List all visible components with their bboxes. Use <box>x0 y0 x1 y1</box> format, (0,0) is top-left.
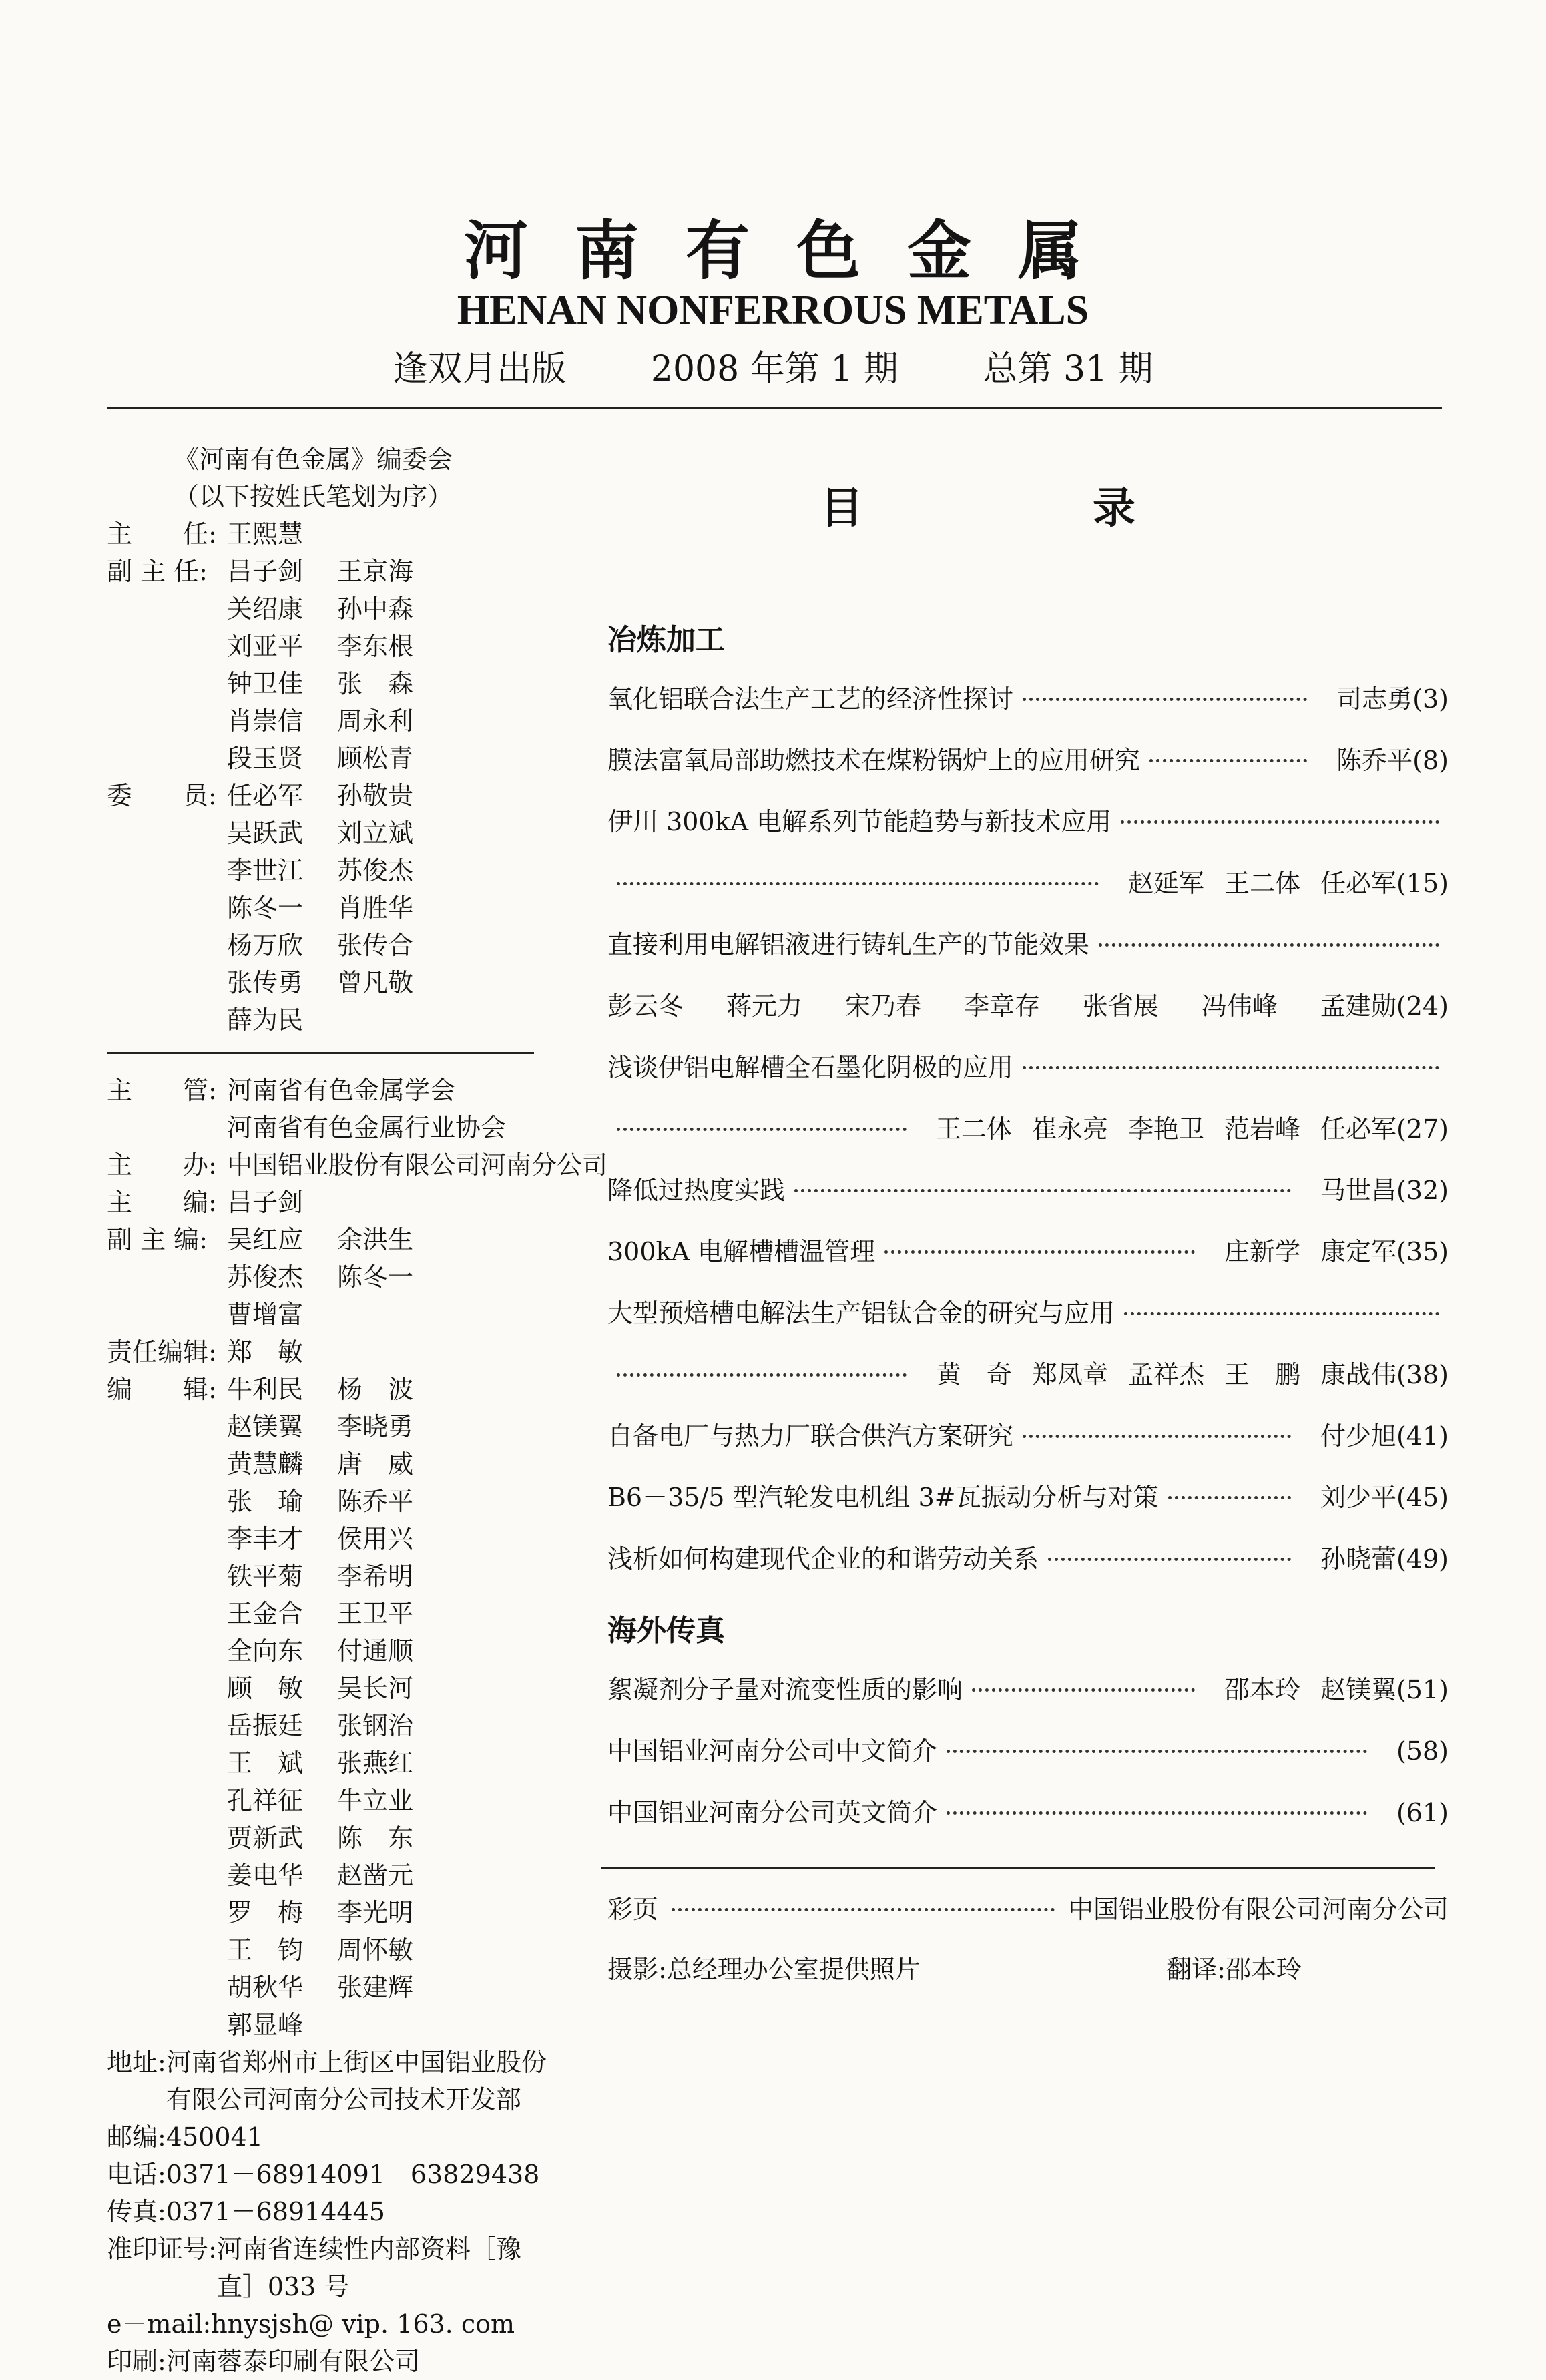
person-name: 全向东 <box>227 1636 304 1666</box>
info-value: hnysjsh@ vip. 163. com <box>211 2309 515 2339</box>
role-row <box>107 1146 608 1184</box>
toc-entry <box>601 740 1449 801</box>
person-name: 王卫平 <box>337 1599 414 1628</box>
person-name: 杨 波 <box>337 1375 414 1404</box>
person-name: 杨万欣 <box>227 931 304 960</box>
leader-dots <box>1048 1558 1291 1561</box>
leader-dots <box>884 1250 1195 1254</box>
role-label: 副 主 任: <box>107 557 208 586</box>
role-names <box>227 1333 547 1371</box>
person-name: 王 钧 <box>227 1935 304 1965</box>
role-names <box>227 1184 547 1221</box>
author-name: 王二体 <box>935 1114 1012 1144</box>
info-row <box>107 2118 547 2156</box>
article-title: 絮凝剂分子量对流变性质的影响 <box>607 1675 963 1704</box>
leader-dots <box>617 1373 907 1377</box>
role-names <box>227 553 547 777</box>
role-row <box>107 515 547 553</box>
info-label: 准印证号: <box>107 2234 217 2264</box>
author-name: (61) <box>1396 1798 1449 1827</box>
author-name: 王二体 <box>1224 869 1300 898</box>
person-name: 张传勇 <box>227 968 304 997</box>
role-label: 委 员: <box>107 781 217 810</box>
person-name: 中国铝业股份有限公司河南分公司 <box>227 1150 608 1180</box>
color-pages-value: 中国铝业股份有限公司河南分公司 <box>1067 1895 1449 1924</box>
person-name: 任必军 <box>227 781 304 810</box>
article-authors <box>1204 1669 1449 1706</box>
person-name: 贾新武 <box>227 1823 304 1853</box>
article-authors <box>1204 1231 1449 1268</box>
color-pages-label: 彩页 <box>607 1895 659 1924</box>
info-label: 电话: <box>107 2160 166 2189</box>
toc-entry <box>601 863 1449 924</box>
person-name: 赵凿元 <box>337 1861 414 1890</box>
info-label: 地址: <box>107 2048 166 2077</box>
author-name: 康战伟(38) <box>1320 1360 1449 1389</box>
info-value: 450041 <box>166 2122 263 2152</box>
person-name: 苏俊杰 <box>337 856 414 885</box>
person-name: 李东根 <box>337 632 414 661</box>
journal-title-cn: 河南有色金属 <box>464 213 1129 288</box>
leader-dots <box>1149 759 1307 762</box>
article-title: 300kA 电解槽槽温管理 <box>607 1237 876 1266</box>
person-name: 陈 东 <box>337 1823 414 1853</box>
info-value: 0371－68914445 <box>166 2197 385 2226</box>
person-name: 陈冬一 <box>227 893 304 923</box>
person-name: 侯用兴 <box>337 1524 414 1554</box>
toc-entry <box>601 1415 1449 1477</box>
left-divider <box>107 1052 534 1054</box>
role-row <box>107 1221 547 1333</box>
person-name: 郭显峰 <box>227 2010 304 2040</box>
person-name: 周怀敏 <box>337 1935 414 1965</box>
person-name: 铁平菊 <box>227 1562 304 1591</box>
role-names <box>227 515 547 553</box>
journal-title-en: HENAN NONFERROUS METALS <box>457 288 1089 333</box>
person-name: 刘亚平 <box>227 632 304 661</box>
author-name: 孟祥杰 <box>1127 1360 1204 1389</box>
toc-section-heading: 海外传真 <box>607 1614 725 1648</box>
role-label: 主 管: <box>107 1076 217 1105</box>
person-name: 河南省有色金属行业协会 <box>227 1113 507 1142</box>
author-name: (58) <box>1396 1736 1449 1766</box>
color-pages-row <box>601 1889 1449 1949</box>
info-row <box>107 2193 547 2230</box>
article-title: 浅析如何构建现代企业的和谐劳动关系 <box>607 1544 1039 1574</box>
person-name: 薛为民 <box>227 1005 304 1035</box>
person-name: 李丰才 <box>227 1524 304 1554</box>
author-name: 蒋元力 <box>726 991 802 1021</box>
person-name: 顾松青 <box>337 744 414 773</box>
info-label: 传真: <box>107 2197 166 2226</box>
article-title: 浅谈伊铝电解槽全石墨化阴极的应用 <box>607 1053 1014 1082</box>
role-label: 主 编: <box>107 1188 217 1217</box>
toc-entry <box>601 1292 1449 1354</box>
leader-dots <box>1168 1496 1291 1499</box>
person-name: 周永利 <box>337 706 414 736</box>
author-name: 孟建勋(24) <box>1320 991 1449 1021</box>
role-names <box>227 1146 608 1184</box>
author-name: 李艳卫 <box>1127 1114 1204 1144</box>
role-label: 责任编辑: <box>107 1337 217 1367</box>
person-name: 曹增富 <box>227 1300 304 1329</box>
person-name: 李光明 <box>337 1898 414 1927</box>
role-row <box>107 777 547 1039</box>
person-name: 李世江 <box>227 856 304 885</box>
author-name: 康定军(35) <box>1320 1237 1449 1266</box>
article-title: 中国铝业河南分公司英文简介 <box>607 1798 938 1827</box>
info-value: 0371－68914091 63829438 <box>166 2160 540 2189</box>
article-authors <box>1300 1170 1449 1206</box>
info-value: 河南省连续性内部资料［豫直］033 号 <box>216 2234 521 2301</box>
person-name: 孔祥征 <box>227 1786 304 1815</box>
contact-info <box>107 2044 547 2380</box>
person-name: 胡秋华 <box>227 1973 304 2002</box>
author-name: 司志勇(3) <box>1336 684 1449 714</box>
author-name: 孙晓蕾(49) <box>1320 1544 1449 1574</box>
person-name: 刘立斌 <box>337 818 414 848</box>
toc-entry <box>601 678 1449 740</box>
article-title: 氧化铝联合法生产工艺的经济性探讨 <box>607 684 1014 714</box>
article-title: 中国铝业河南分公司中文简介 <box>607 1736 938 1766</box>
person-name: 黄慧麟 <box>227 1449 304 1479</box>
person-name: 郑 敏 <box>227 1337 304 1367</box>
author-name: 李章存 <box>963 991 1040 1021</box>
author-name: 赵延军 <box>1127 869 1204 898</box>
article-title: 大型预焙槽电解法生产铝钛合金的研究与应用 <box>607 1298 1115 1328</box>
board-title: 《河南有色金属》编委会 <box>174 445 453 474</box>
person-name: 唐 威 <box>337 1449 414 1479</box>
role-row <box>107 553 547 777</box>
toc-entry <box>601 1477 1449 1538</box>
translation-credit: 翻译:邵本玲 <box>1166 1955 1302 1984</box>
person-name: 张 森 <box>337 669 414 698</box>
article-authors <box>1300 1538 1449 1575</box>
toc-entry <box>601 1538 1449 1600</box>
author-name: 张省展 <box>1082 991 1159 1021</box>
toc-entry <box>601 1730 1449 1792</box>
author-name: 黄 奇 <box>935 1360 1012 1389</box>
toc-section-heading: 冶炼加工 <box>607 623 725 657</box>
toc-body <box>601 616 1449 1853</box>
masthead-column <box>107 441 608 2380</box>
role-label: 副 主 编: <box>107 1225 208 1254</box>
photo-credit: 摄影:总经理办公室提供照片 <box>607 1955 921 1984</box>
role-row <box>107 1333 547 1371</box>
author-name: 赵镁翼(51) <box>1320 1675 1449 1704</box>
person-name: 曾凡敬 <box>337 968 414 997</box>
leader-dots <box>1099 943 1439 947</box>
leader-dots <box>1121 820 1439 824</box>
article-title: 伊川 300kA 电解系列节能趋势与新技术应用 <box>607 807 1112 837</box>
role-names <box>227 1371 547 2044</box>
author-name: 马世昌(32) <box>1320 1176 1449 1205</box>
person-name: 关绍康 <box>227 594 304 624</box>
toc-entry <box>601 1669 1449 1730</box>
article-authors <box>916 1108 1449 1145</box>
person-name: 王金合 <box>227 1599 304 1628</box>
info-row <box>107 2305 547 2343</box>
article-authors <box>1108 863 1449 899</box>
author-name: 宋乃春 <box>844 991 921 1021</box>
person-name: 孙中森 <box>337 594 414 624</box>
leader-dots <box>1023 698 1307 701</box>
person-name: 孙敬贵 <box>337 781 414 810</box>
role-names <box>227 1221 547 1333</box>
article-authors <box>1316 740 1449 776</box>
issue-line <box>0 340 1546 391</box>
leader-dots <box>1023 1435 1291 1438</box>
article-authors <box>1300 1415 1449 1452</box>
person-name: 钟卫佳 <box>227 669 304 698</box>
person-name: 张传合 <box>337 931 414 960</box>
role-label: 主 任: <box>107 519 217 549</box>
info-label: 邮编: <box>107 2122 166 2152</box>
person-name: 肖崇信 <box>227 706 304 736</box>
info-value: 河南省郑州市上街区中国铝业股份有限公司河南分公司技术开发部 <box>166 2048 547 2114</box>
toc-entry <box>601 1231 1449 1292</box>
person-name: 王京海 <box>337 557 414 586</box>
article-authors <box>1376 1798 1449 1827</box>
person-name: 赵镁翼 <box>227 1412 304 1441</box>
person-name: 牛立业 <box>337 1786 414 1815</box>
leader-dots <box>1023 1066 1439 1069</box>
person-name: 张 瑜 <box>227 1487 304 1516</box>
person-name: 陈冬一 <box>337 1262 414 1292</box>
publication-frequency: 逢双月出版 <box>393 349 567 389</box>
person-name: 吕子剑 <box>227 1188 304 1217</box>
leader-dots <box>947 1811 1367 1815</box>
article-authors <box>1316 678 1449 715</box>
toc-entry <box>601 924 1449 985</box>
article-authors <box>1376 1736 1449 1766</box>
person-name: 张钢治 <box>337 1711 414 1740</box>
author-name: 陈乔平(8) <box>1336 746 1449 775</box>
person-name: 吴长河 <box>337 1674 414 1703</box>
person-name: 顾 敏 <box>227 1674 304 1703</box>
person-name: 王 斌 <box>227 1748 304 1778</box>
author-name: 邵本玲 <box>1224 1675 1300 1704</box>
role-label: 编 辑: <box>107 1375 217 1404</box>
author-name: 冯伟峰 <box>1201 991 1278 1021</box>
toc-entry <box>601 1354 1449 1415</box>
person-name: 李晓勇 <box>337 1412 414 1441</box>
article-authors <box>916 1354 1449 1391</box>
person-name: 罗 梅 <box>227 1898 304 1927</box>
role-label: 主 办: <box>107 1150 217 1180</box>
role-row <box>107 1184 547 1221</box>
person-name: 吴红应 <box>227 1225 304 1254</box>
author-name: 任必军(27) <box>1320 1114 1449 1144</box>
article-title: 膜法富氧局部助燃技术在煤粉锅炉上的应用研究 <box>607 746 1141 775</box>
leader-dots <box>617 882 1099 885</box>
total-issue-number: 总第 31 期 <box>983 349 1153 389</box>
info-row <box>107 2156 547 2193</box>
article-title: 降低过热度实践 <box>607 1176 786 1205</box>
person-name: 河南省有色金属学会 <box>227 1076 456 1105</box>
toc-entry <box>601 985 1449 1047</box>
info-row <box>107 2230 547 2305</box>
info-row <box>107 2343 547 2380</box>
person-name: 余洪生 <box>337 1225 414 1254</box>
person-name: 张燕红 <box>337 1748 414 1778</box>
role-row <box>107 1371 547 2044</box>
author-name: 彭云冬 <box>607 991 684 1021</box>
info-row <box>107 2044 547 2118</box>
toc-title: 目 录 <box>820 483 1229 533</box>
author-name: 郑凤章 <box>1031 1360 1108 1389</box>
leader-dots <box>672 1908 1055 1911</box>
person-name: 吴跃武 <box>227 818 304 848</box>
board-note: （以下按姓氏笔划为序） <box>174 482 453 511</box>
credits-row <box>601 1949 1449 2009</box>
toc-entry <box>601 1792 1449 1853</box>
staff-roles <box>107 1072 608 2044</box>
leader-dots <box>617 1128 907 1131</box>
leader-dots <box>947 1750 1367 1753</box>
person-name: 牛利民 <box>227 1375 304 1404</box>
table-of-contents <box>601 441 1449 2009</box>
author-name: 付少旭(41) <box>1320 1421 1449 1451</box>
author-name: 范岩峰 <box>1224 1114 1300 1144</box>
info-label: e－mail: <box>107 2309 212 2339</box>
person-name: 陈乔平 <box>337 1487 414 1516</box>
toc-entry <box>601 1108 1449 1170</box>
role-row <box>107 1072 547 1146</box>
author-name: 崔永亮 <box>1031 1114 1108 1144</box>
author-name: 王 鹏 <box>1224 1360 1300 1389</box>
person-name: 张建辉 <box>337 1973 414 2002</box>
article-authors <box>1300 1477 1449 1513</box>
right-divider <box>601 1867 1435 1869</box>
role-names <box>227 777 547 1039</box>
article-title: 自备电厂与热力厂联合供汽方案研究 <box>607 1421 1014 1451</box>
article-authors <box>607 985 1449 1022</box>
person-name: 肖胜华 <box>337 893 414 923</box>
article-title: 直接利用电解铝液进行铸轧生产的节能效果 <box>607 930 1090 959</box>
person-name: 李希明 <box>337 1562 414 1591</box>
person-name: 姜电华 <box>227 1861 304 1890</box>
article-title: B6－35/5 型汽轮发电机组 3#瓦振动分析与对策 <box>607 1483 1159 1512</box>
leader-dots <box>794 1189 1291 1192</box>
person-name: 岳振廷 <box>227 1711 304 1740</box>
issue-number: 2008 年第 1 期 <box>650 349 898 389</box>
toc-entry <box>601 1170 1449 1231</box>
person-name: 苏俊杰 <box>227 1262 304 1292</box>
board-roles <box>107 515 547 1039</box>
leader-dots <box>1124 1312 1439 1315</box>
author-name: 任必军(15) <box>1320 869 1449 898</box>
toc-entry <box>601 1047 1449 1108</box>
person-name: 王熙慧 <box>227 519 304 549</box>
person-name: 段玉贤 <box>227 744 304 773</box>
role-names <box>227 1072 547 1146</box>
person-name: 付通顺 <box>337 1636 414 1666</box>
toc-entry <box>601 801 1449 863</box>
leader-dots <box>972 1688 1195 1692</box>
author-name: 刘少平(45) <box>1320 1483 1449 1512</box>
info-value: 河南蓉泰印刷有限公司 <box>166 2347 420 2376</box>
author-name: 庄新学 <box>1224 1237 1300 1266</box>
info-label: 印刷: <box>107 2347 166 2376</box>
person-name: 吕子剑 <box>227 557 304 586</box>
top-divider <box>107 407 1442 409</box>
